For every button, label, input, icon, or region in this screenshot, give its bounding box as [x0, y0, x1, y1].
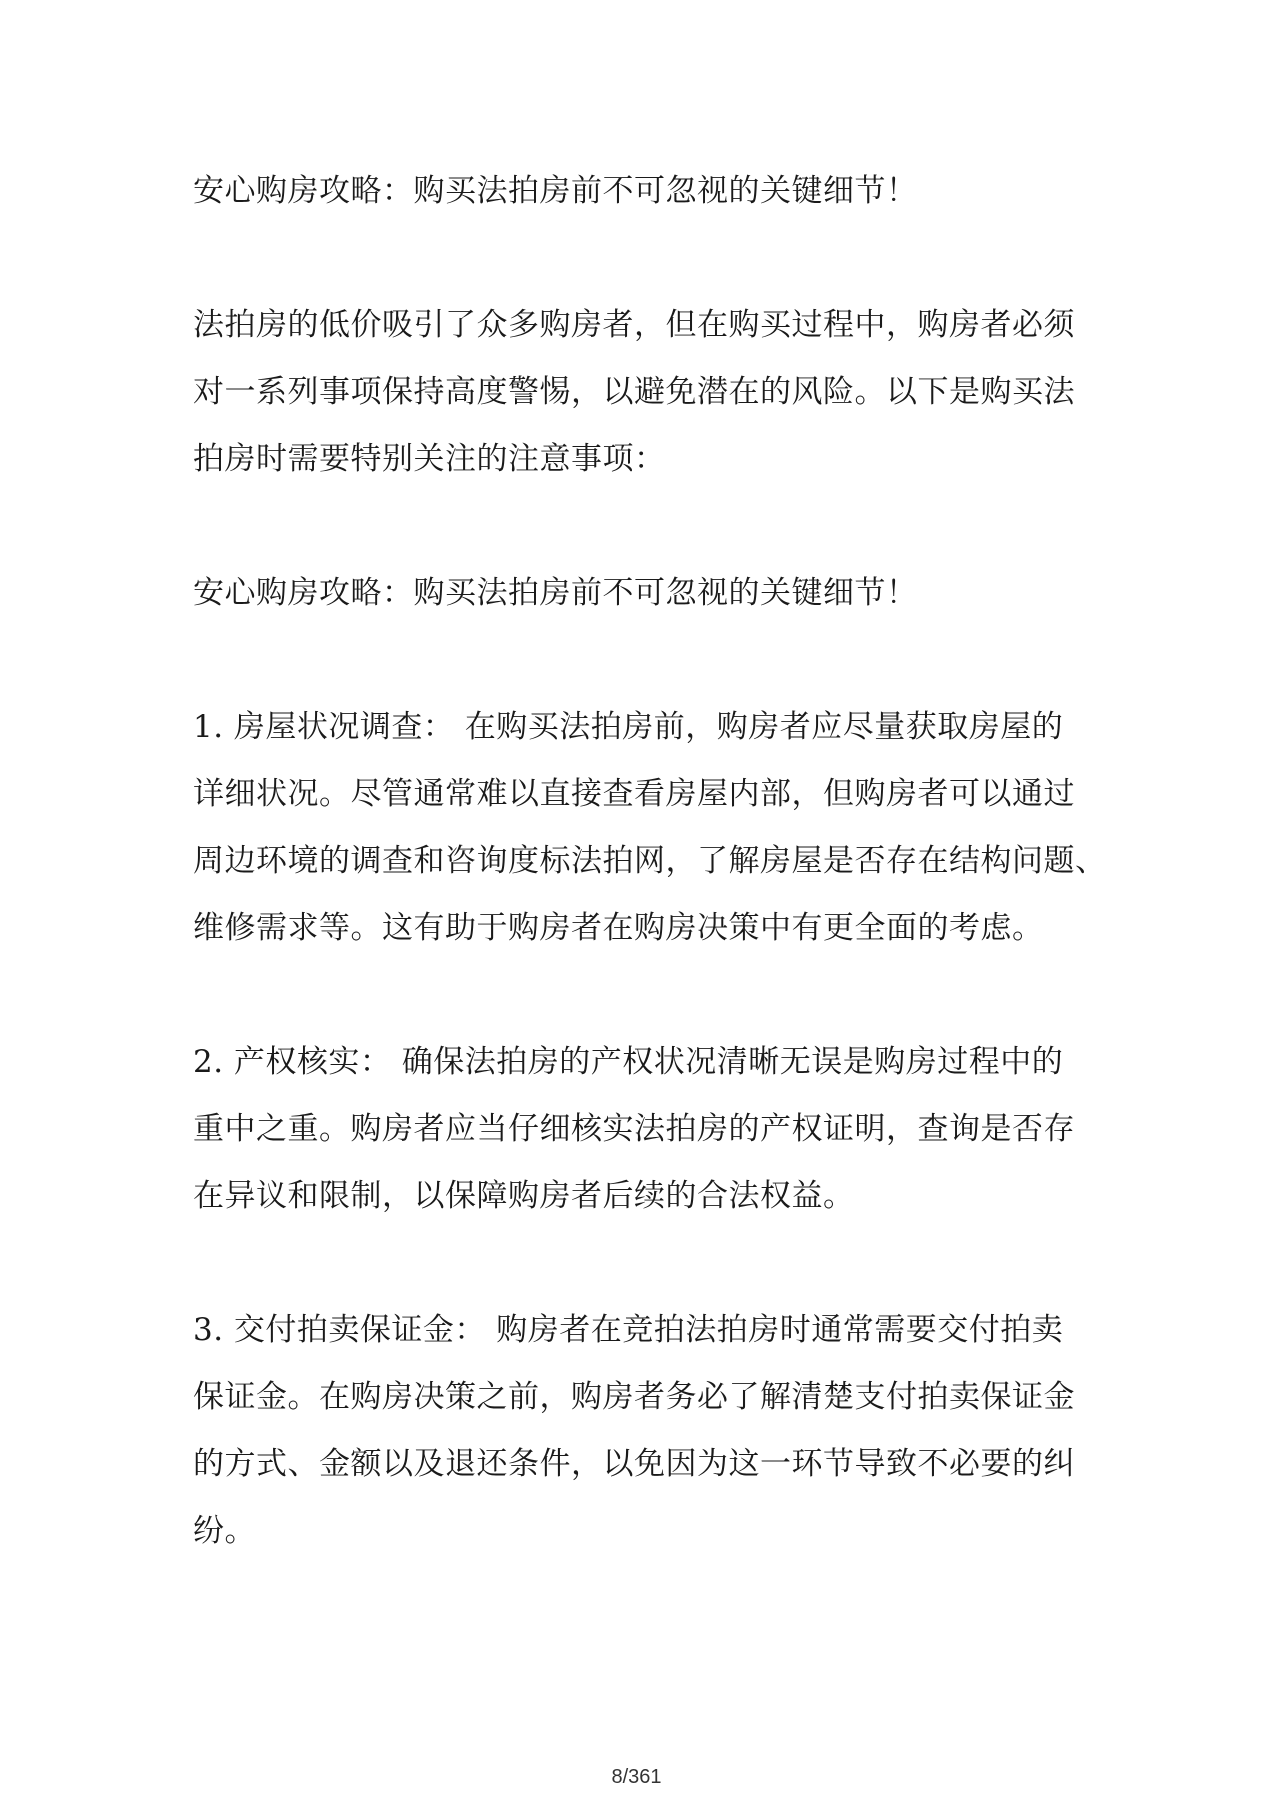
text-line: 的方式、金额以及退还条件，以免因为这一环节导致不必要的纠: [193, 1446, 1075, 1482]
text-line: 安心购房攻略：购买法拍房前不可忽视的关键细节！: [193, 575, 918, 611]
text-line: 在异议和限制，以保障购房者后续的合法权益。: [193, 1178, 855, 1214]
text-line: 维修需求等。这有助于购房者在购房决策中有更全面的考虑。: [193, 910, 1044, 946]
text-line: 拍房时需要特别关注的注意事项：: [193, 441, 666, 477]
page-number: 8/361: [611, 1766, 662, 1788]
text-line: 2. 产权核实： 确保法拍房的产权状况清晰无误是购房过程中的: [193, 1044, 1064, 1080]
repeated-title: [193, 560, 1093, 627]
text-line: 3. 交付拍卖保证金： 购房者在竞拍法拍房时通常需要交付拍卖: [193, 1312, 1064, 1348]
section-property-rights: [193, 1029, 1093, 1230]
section-auction-deposit: [193, 1297, 1093, 1565]
text-line: 周边环境的调查和咨询度标法拍网，了解房屋是否存在结构问题、: [193, 843, 1107, 879]
text-line: 对一系列事项保持高度警惕，以避免潜在的风险。以下是购买法: [193, 374, 1075, 410]
article-title: [193, 158, 1093, 225]
text-line: 保证金。在购房决策之前，购房者务必了解清楚支付拍卖保证金: [193, 1379, 1075, 1415]
text-line: 1. 房屋状况调查： 在购买法拍房前，购房者应尽量获取房屋的: [193, 709, 1064, 745]
section-house-condition: [193, 694, 1107, 962]
text-line: 纷。: [193, 1513, 256, 1549]
document-body: [193, 158, 1107, 1565]
intro-paragraph: [193, 292, 1093, 493]
text-line: 重中之重。购房者应当仔细核实法拍房的产权证明，查询是否存: [193, 1111, 1075, 1147]
text-line: 详细状况。尽管通常难以直接查看房屋内部，但购房者可以通过: [193, 776, 1075, 812]
text-line: 法拍房的低价吸引了众多购房者，但在购买过程中，购房者必须: [193, 307, 1075, 343]
text-line: 安心购房攻略：购买法拍房前不可忽视的关键细节！: [193, 173, 918, 209]
